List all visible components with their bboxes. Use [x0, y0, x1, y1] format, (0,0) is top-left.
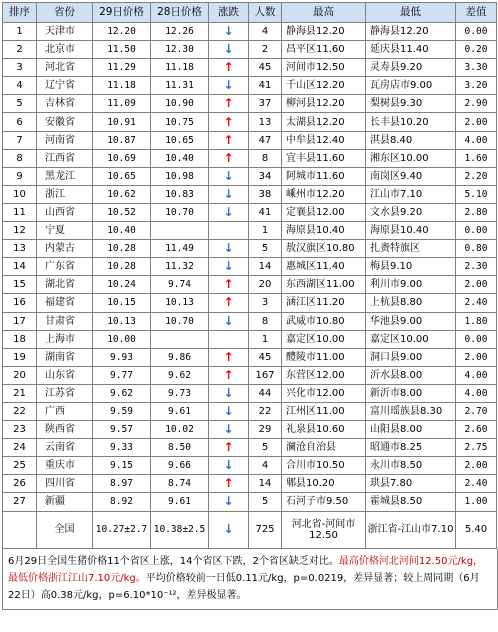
cell-rank: 10	[3, 185, 37, 203]
cell-diff: 1.00	[456, 493, 497, 511]
cell-low: 富川瑶族县8.30	[366, 402, 456, 420]
cell-price-29: 11.29	[93, 59, 151, 77]
cell-diff: 5.10	[456, 185, 497, 203]
cell-price-28: 8.74	[151, 475, 209, 493]
cell-price-28: 9.62	[151, 366, 209, 384]
cell-trend-icon: ↓	[209, 258, 249, 276]
cell-diff: 2.20	[456, 167, 497, 185]
cell-count: 5	[249, 439, 282, 457]
cell-trend-icon: ↓	[209, 77, 249, 95]
cell-province: 河南省	[37, 131, 93, 149]
cell-diff: 0.20	[456, 41, 497, 59]
cell-diff: 2.70	[456, 402, 497, 420]
total-low: 浙江省-江山市7.10	[366, 511, 456, 548]
total-label: 全国	[37, 511, 93, 548]
cell-rank: 14	[3, 258, 37, 276]
table-row	[3, 167, 497, 185]
cell-price-29: 9.62	[93, 384, 151, 402]
cell-trend-icon: ↓	[209, 23, 249, 41]
cell-price-29: 8.92	[93, 493, 151, 511]
cell-diff: 3.30	[456, 59, 497, 77]
table-row	[3, 439, 497, 457]
cell-low: 湘东区10.00	[366, 149, 456, 167]
table-row	[3, 59, 497, 77]
cell-count: 34	[249, 167, 282, 185]
cell-price-29: 10.91	[93, 113, 151, 131]
summary-note	[2, 549, 498, 610]
cell-price-28: 11.49	[151, 240, 209, 258]
cell-high: 东营区12.00	[282, 366, 366, 384]
cell-count: 44	[249, 384, 282, 402]
total-rank	[3, 511, 37, 548]
cell-price-29: 10.28	[93, 258, 151, 276]
cell-diff: 0.00	[456, 222, 497, 240]
cell-province: 云南省	[37, 439, 93, 457]
cell-high: 静海县12.20	[282, 23, 366, 41]
cell-price-29: 10.65	[93, 167, 151, 185]
table-row	[3, 131, 497, 149]
cell-province: 新疆	[37, 493, 93, 511]
cell-province: 四川省	[37, 475, 93, 493]
header-price-28: 28日价格	[151, 3, 209, 23]
cell-diff: 4.00	[456, 384, 497, 402]
cell-trend-icon: ↓	[209, 384, 249, 402]
cell-low: 文水县9.20	[366, 203, 456, 221]
cell-low: 霍城县8.50	[366, 493, 456, 511]
cell-diff: 0.00	[456, 330, 497, 348]
cell-trend-icon: ↑	[209, 59, 249, 77]
cell-price-28: 9.61	[151, 402, 209, 420]
cell-price-29: 11.18	[93, 77, 151, 95]
cell-high: 礼泉县10.60	[282, 421, 366, 439]
cell-rank: 27	[3, 493, 37, 511]
cell-diff: 2.00	[456, 457, 497, 475]
cell-count: 41	[249, 203, 282, 221]
table-row	[3, 258, 497, 276]
cell-count: 8	[249, 312, 282, 330]
table-row	[3, 222, 497, 240]
cell-price-29: 9.15	[93, 457, 151, 475]
cell-price-29: 10.62	[93, 185, 151, 203]
cell-diff: 0.00	[456, 23, 497, 41]
cell-rank: 20	[3, 366, 37, 384]
cell-low: 上杭县8.80	[366, 294, 456, 312]
cell-diff: 4.00	[456, 131, 497, 149]
cell-price-28: 8.50	[151, 439, 209, 457]
cell-price-28: 9.61	[151, 493, 209, 511]
cell-high: 阿城市11.60	[282, 167, 366, 185]
note-part3: 平均价格较前一日低0.11元/kg，p=0.0219，差异显著；较上周同期（6月22日）高0.38元/kg，p=6.10*10⁻¹²，差异极显著。	[8, 572, 480, 601]
table-row	[3, 185, 497, 203]
cell-province: 陕西省	[37, 421, 93, 439]
total-row	[3, 511, 497, 548]
cell-province: 安徽省	[37, 113, 93, 131]
cell-price-28: 10.90	[151, 95, 209, 113]
header-rank: 排序	[3, 3, 37, 23]
cell-diff: 2.40	[456, 475, 497, 493]
cell-rank: 25	[3, 457, 37, 475]
table-body	[3, 23, 497, 512]
cell-rank: 18	[3, 330, 37, 348]
total-diff: 5.40	[456, 511, 497, 548]
cell-rank: 8	[3, 149, 37, 167]
header-diff: 差值	[456, 3, 497, 23]
cell-province: 内蒙古	[37, 240, 93, 258]
cell-count: 2	[249, 41, 282, 59]
cell-trend-icon: ↑	[209, 475, 249, 493]
cell-trend-icon: ↑	[209, 366, 249, 384]
cell-count: 4	[249, 23, 282, 41]
cell-high: 河间市12.50	[282, 59, 366, 77]
table-row	[3, 402, 497, 420]
cell-count: 47	[249, 131, 282, 149]
cell-rank: 16	[3, 294, 37, 312]
cell-trend-icon	[209, 330, 249, 348]
cell-low: 灵寿县9.20	[366, 59, 456, 77]
cell-high: 千山区12.20	[282, 77, 366, 95]
cell-price-28: 10.70	[151, 203, 209, 221]
cell-diff: 2.60	[456, 421, 497, 439]
cell-diff: 2.40	[456, 294, 497, 312]
cell-high: 石河子市9.50	[282, 493, 366, 511]
cell-province: 黑龙江	[37, 167, 93, 185]
note-part2: 最高价格河北河间12.50元/kg，最低价格浙江江山7.10元/kg。	[8, 555, 484, 584]
cell-count: 167	[249, 366, 282, 384]
table-row	[3, 113, 497, 131]
cell-low: 南岗区9.40	[366, 167, 456, 185]
cell-rank: 12	[3, 222, 37, 240]
cell-price-29: 10.52	[93, 203, 151, 221]
table-row	[3, 240, 497, 258]
cell-low: 山阳县8.00	[366, 421, 456, 439]
cell-high: 中牟县12.40	[282, 131, 366, 149]
cell-diff: 2.90	[456, 95, 497, 113]
cell-high: 宜丰县11.60	[282, 149, 366, 167]
cell-price-29: 8.97	[93, 475, 151, 493]
cell-diff: 2.75	[456, 439, 497, 457]
header-low: 最低	[366, 3, 456, 23]
cell-low: 静海县12.20	[366, 23, 456, 41]
cell-rank: 15	[3, 276, 37, 294]
cell-high: 东西湖区11.00	[282, 276, 366, 294]
cell-price-28: 12.26	[151, 23, 209, 41]
cell-low: 华池县9.00	[366, 312, 456, 330]
cell-high: 合川市10.50	[282, 457, 366, 475]
cell-province: 河北省	[37, 59, 93, 77]
cell-rank: 13	[3, 240, 37, 258]
cell-rank: 4	[3, 77, 37, 95]
cell-trend-icon: ↓	[209, 402, 249, 420]
cell-high: 澜沧自治县	[282, 439, 366, 457]
cell-rank: 7	[3, 131, 37, 149]
cell-trend-icon: ↓	[209, 421, 249, 439]
cell-diff: 0.80	[456, 240, 497, 258]
cell-low: 洞口县9.00	[366, 348, 456, 366]
cell-rank: 11	[3, 203, 37, 221]
cell-price-28: 10.65	[151, 131, 209, 149]
cell-price-29: 12.20	[93, 23, 151, 41]
cell-trend-icon: ↓	[209, 203, 249, 221]
cell-trend-icon: ↑	[209, 276, 249, 294]
cell-rank: 1	[3, 23, 37, 41]
cell-price-28: 12.30	[151, 41, 209, 59]
cell-price-28: 10.02	[151, 421, 209, 439]
cell-province: 浙江	[37, 185, 93, 203]
cell-price-29: 10.28	[93, 240, 151, 258]
cell-rank: 19	[3, 348, 37, 366]
cell-trend-icon: ↑	[209, 294, 249, 312]
cell-price-28: 10.75	[151, 113, 209, 131]
cell-count: 29	[249, 421, 282, 439]
cell-price-29: 10.13	[93, 312, 151, 330]
cell-price-28: 9.86	[151, 348, 209, 366]
cell-diff: 4.00	[456, 366, 497, 384]
cell-low: 永川市8.50	[366, 457, 456, 475]
cell-count: 5	[249, 240, 282, 258]
cell-count: 14	[249, 258, 282, 276]
header-trend: 涨跌	[209, 3, 249, 23]
cell-trend-icon: ↑	[209, 439, 249, 457]
cell-trend-icon: ↓	[209, 457, 249, 475]
cell-price-28: 9.73	[151, 384, 209, 402]
cell-price-29: 10.00	[93, 330, 151, 348]
cell-low: 沂水县8.00	[366, 366, 456, 384]
cell-rank: 2	[3, 41, 37, 59]
cell-high: 涵江区11.20	[282, 294, 366, 312]
cell-rank: 22	[3, 402, 37, 420]
cell-price-29: 9.57	[93, 421, 151, 439]
table-row	[3, 23, 497, 41]
cell-province: 辽宁省	[37, 77, 93, 95]
table-row	[3, 457, 497, 475]
cell-low: 长丰县10.20	[366, 113, 456, 131]
cell-low: 瓦房店市9.00	[366, 77, 456, 95]
note-part1: 6月29日全国生猪价格11个省区上涨，14个省区下跌，2个省区缺乏对比。	[8, 555, 339, 567]
cell-high: 敖汉旗区10.80	[282, 240, 366, 258]
cell-province: 山西省	[37, 203, 93, 221]
cell-count: 8	[249, 149, 282, 167]
cell-trend-icon: ↑	[209, 348, 249, 366]
cell-trend-icon: ↓	[209, 493, 249, 511]
cell-price-28: 11.32	[151, 258, 209, 276]
cell-trend-icon: ↓	[209, 41, 249, 59]
table-row	[3, 421, 497, 439]
cell-count: 5	[249, 493, 282, 511]
header-count: 人数	[249, 3, 282, 23]
cell-price-29: 11.50	[93, 41, 151, 59]
cell-province: 上海市	[37, 330, 93, 348]
cell-low: 扎赉特旗区	[366, 240, 456, 258]
cell-low: 海原县10.40	[366, 222, 456, 240]
cell-rank: 6	[3, 113, 37, 131]
table-row	[3, 276, 497, 294]
table-row	[3, 493, 497, 511]
cell-low: 梅县9.10	[366, 258, 456, 276]
table-row	[3, 149, 497, 167]
table-row	[3, 203, 497, 221]
cell-price-29: 9.33	[93, 439, 151, 457]
cell-price-28: 11.31	[151, 77, 209, 95]
cell-province: 甘肃省	[37, 312, 93, 330]
cell-price-29: 11.09	[93, 95, 151, 113]
cell-high: 嘉定区10.00	[282, 330, 366, 348]
cell-diff: 2.00	[456, 113, 497, 131]
cell-trend-icon: ↑	[209, 149, 249, 167]
cell-count: 38	[249, 185, 282, 203]
cell-rank: 17	[3, 312, 37, 330]
table-row	[3, 475, 497, 493]
cell-high: 惠城区11.40	[282, 258, 366, 276]
cell-high: 武威市10.80	[282, 312, 366, 330]
table-row	[3, 348, 497, 366]
cell-trend-icon: ↓	[209, 240, 249, 258]
cell-rank: 26	[3, 475, 37, 493]
cell-province: 天津市	[37, 23, 93, 41]
cell-price-28	[151, 222, 209, 240]
cell-price-29: 9.77	[93, 366, 151, 384]
cell-low: 淇县8.40	[366, 131, 456, 149]
cell-province: 山东省	[37, 366, 93, 384]
cell-count: 14	[249, 475, 282, 493]
cell-count: 37	[249, 95, 282, 113]
cell-high: 嵊州市12.20	[282, 185, 366, 203]
cell-price-29: 10.40	[93, 222, 151, 240]
cell-trend-icon: ↑	[209, 131, 249, 149]
cell-province: 湖北省	[37, 276, 93, 294]
cell-diff: 2.00	[456, 276, 497, 294]
cell-high: 郫县10.20	[282, 475, 366, 493]
cell-low: 利川市9.00	[366, 276, 456, 294]
header-high: 最高	[282, 3, 366, 23]
cell-price-28: 10.13	[151, 294, 209, 312]
total-price-29: 10.27±2.7	[93, 511, 151, 548]
cell-count: 13	[249, 113, 282, 131]
cell-province: 江西省	[37, 149, 93, 167]
cell-province: 江苏省	[37, 384, 93, 402]
cell-rank: 9	[3, 167, 37, 185]
cell-price-29: 9.59	[93, 402, 151, 420]
header-price-29: 29日价格	[93, 3, 151, 23]
cell-province: 广东省	[37, 258, 93, 276]
total-trend-icon: ↓	[209, 511, 249, 548]
cell-count: 4	[249, 457, 282, 475]
cell-price-29: 10.15	[93, 294, 151, 312]
total-high: 河北省-河间市12.50	[282, 511, 366, 548]
cell-diff: 1.80	[456, 312, 497, 330]
cell-province: 湖南省	[37, 348, 93, 366]
cell-price-28	[151, 330, 209, 348]
cell-low: 珙县7.80	[366, 475, 456, 493]
cell-diff: 2.00	[456, 348, 497, 366]
cell-trend-icon: ↑	[209, 95, 249, 113]
cell-high: 兴化市12.00	[282, 384, 366, 402]
cell-rank: 23	[3, 421, 37, 439]
cell-high: 江州区11.00	[282, 402, 366, 420]
cell-count: 45	[249, 59, 282, 77]
cell-price-29: 10.69	[93, 149, 151, 167]
cell-low: 新沂市8.00	[366, 384, 456, 402]
cell-low: 昭通市8.25	[366, 439, 456, 457]
table-row	[3, 384, 497, 402]
cell-low: 江山市7.10	[366, 185, 456, 203]
cell-high: 海原县10.40	[282, 222, 366, 240]
header-row	[3, 3, 497, 23]
table-row	[3, 41, 497, 59]
cell-province: 福建省	[37, 294, 93, 312]
cell-price-28: 10.83	[151, 185, 209, 203]
cell-price-28: 10.98	[151, 167, 209, 185]
cell-trend-icon: ↑	[209, 113, 249, 131]
table-row	[3, 366, 497, 384]
cell-trend-icon	[209, 222, 249, 240]
cell-price-28: 9.74	[151, 276, 209, 294]
cell-price-29: 10.87	[93, 131, 151, 149]
cell-high: 柳河县12.20	[282, 95, 366, 113]
cell-high: 昌平区11.60	[282, 41, 366, 59]
cell-trend-icon: ↓	[209, 167, 249, 185]
cell-price-28: 10.70	[151, 312, 209, 330]
table-row	[3, 312, 497, 330]
cell-diff: 1.60	[456, 149, 497, 167]
cell-low: 延庆县11.40	[366, 41, 456, 59]
cell-count: 20	[249, 276, 282, 294]
cell-count: 1	[249, 222, 282, 240]
cell-low: 嘉定区10.00	[366, 330, 456, 348]
cell-price-28: 10.40	[151, 149, 209, 167]
cell-diff: 3.20	[456, 77, 497, 95]
cell-count: 1	[249, 330, 282, 348]
header-province: 省份	[37, 3, 93, 23]
cell-rank: 21	[3, 384, 37, 402]
cell-high: 醴陵市11.00	[282, 348, 366, 366]
total-count: 725	[249, 511, 282, 548]
cell-rank: 24	[3, 439, 37, 457]
cell-count: 3	[249, 294, 282, 312]
table-row	[3, 294, 497, 312]
cell-high: 定襄县12.00	[282, 203, 366, 221]
cell-province: 重庆市	[37, 457, 93, 475]
price-report	[2, 2, 496, 610]
cell-trend-icon: ↓	[209, 185, 249, 203]
cell-price-29: 9.93	[93, 348, 151, 366]
cell-province: 宁夏	[37, 222, 93, 240]
cell-province: 北京市	[37, 41, 93, 59]
table-row	[3, 95, 497, 113]
table-row	[3, 330, 497, 348]
price-table	[2, 2, 497, 549]
cell-price-28: 11.18	[151, 59, 209, 77]
cell-count: 45	[249, 348, 282, 366]
cell-low: 梨树县9.30	[366, 95, 456, 113]
cell-province: 吉林省	[37, 95, 93, 113]
cell-price-29: 10.24	[93, 276, 151, 294]
cell-diff: 2.80	[456, 203, 497, 221]
cell-diff: 2.30	[456, 258, 497, 276]
cell-price-28: 9.66	[151, 457, 209, 475]
cell-rank: 3	[3, 59, 37, 77]
cell-high: 太湖县12.20	[282, 113, 366, 131]
table-row	[3, 77, 497, 95]
cell-count: 22	[249, 402, 282, 420]
cell-trend-icon: ↓	[209, 312, 249, 330]
cell-rank: 5	[3, 95, 37, 113]
cell-count: 41	[249, 77, 282, 95]
total-price-28: 10.38±2.5	[151, 511, 209, 548]
cell-province: 广西	[37, 402, 93, 420]
